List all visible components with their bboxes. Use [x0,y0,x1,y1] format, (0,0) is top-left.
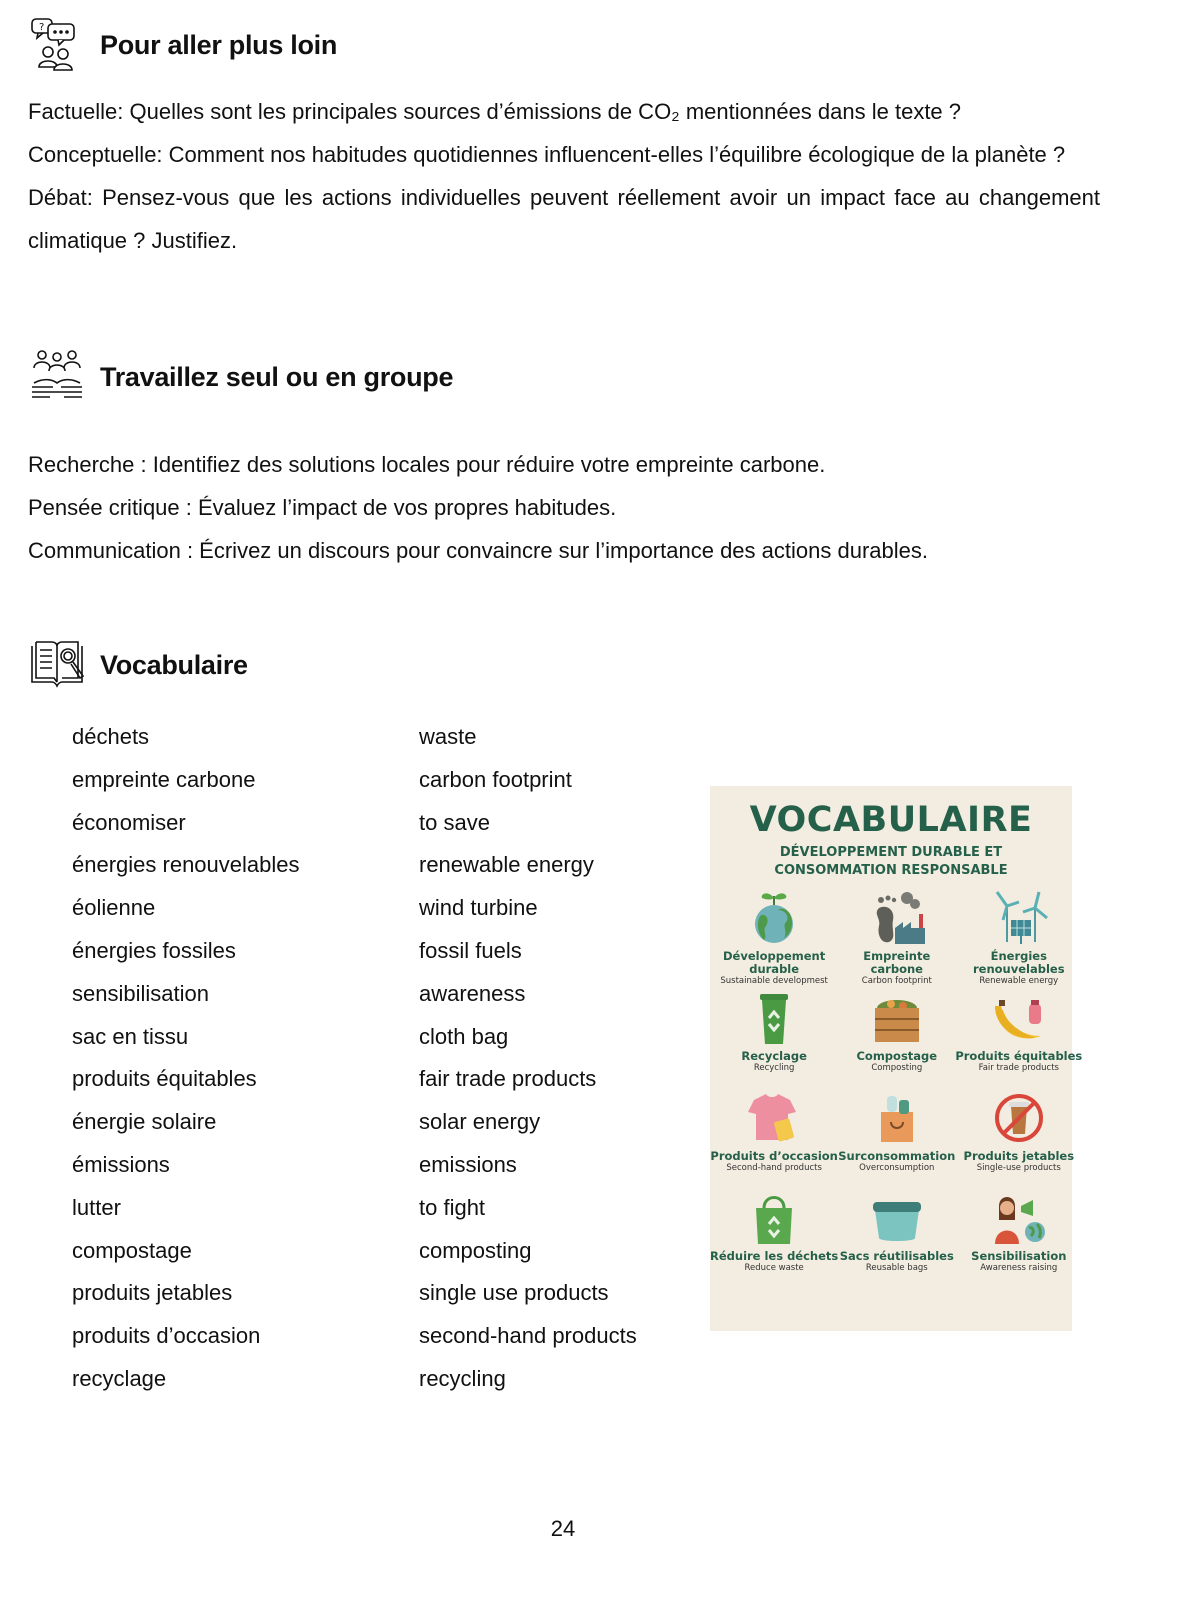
vocab-row [72,887,637,930]
shopping-bag-icon [863,1086,931,1150]
vocab-french: recyclage [72,1365,167,1391]
wind-turbine-solar-icon [985,886,1053,950]
poster-item-label-line2: durable [749,962,800,976]
poster-item-label: Énergies [990,949,1047,963]
poster-item [838,1186,955,1284]
vocab-english: awareness [419,980,526,1006]
vocab-french: déchets [72,724,150,749]
vocab-english: recycling [419,1365,506,1391]
poster-item-translation: Renewable energy [979,976,1059,986]
vocab-english: carbon footprint [419,766,572,792]
poster-item-translation: Awareness raising [980,1263,1058,1273]
vocab-english: emissions [419,1151,517,1177]
section-vocabulary-header [28,636,248,694]
vocab-french: produits équitables [72,1066,257,1092]
poster-item-translation: Sustainable developmest [720,976,828,986]
footprint-factory-icon [863,886,931,950]
section-further-title: Pour aller plus loin [100,29,338,60]
poster-item [710,886,838,984]
vocab-english: wind turbine [419,895,538,921]
vocab-english: fair trade products [419,1066,597,1092]
poster-item [710,986,838,1084]
vocabulary-poster [710,786,1083,1331]
further-questions [28,90,1100,262]
vocab-french: économiser [72,809,186,835]
poster-title: VOCABULAIRE [749,800,1033,840]
vocab-french: sac en tissu [72,1023,189,1049]
poster-item-label: Sacs réutilisables [839,1249,954,1263]
question-factual: Factuelle: Quelles sont les principales sources d’émissions de CO₂ mentionnées dans le texte ? [28,99,962,124]
poster-item-label: Recyclage [741,1049,807,1063]
vocab-french: énergies renouvelables [72,852,300,878]
poster-item-translation: Reduce waste [744,1263,804,1273]
poster-item-translation: Reusable bags [865,1263,928,1273]
vocab-english: fossil fuels [419,937,522,963]
vocab-row [72,1187,637,1230]
poster-item-label: Empreinte [863,949,931,963]
vocab-english: waste [419,724,477,749]
vocab-english: to fight [419,1194,486,1220]
vocab-row [72,1272,637,1315]
poster-item [838,886,955,984]
vocab-row [72,1144,637,1187]
page-number: 24 [550,1516,576,1541]
vocab-row [72,1358,637,1401]
poster-item-translation: Overconsumption [859,1163,935,1173]
poster-subtitle [710,844,1072,880]
vocab-row [72,716,637,759]
vocab-english: single use products [419,1280,609,1306]
poster-item [838,986,955,1084]
group-tasks [28,443,1100,572]
vocab-english: solar energy [419,1109,541,1135]
poster-grid [710,886,1083,1284]
compost-crate-icon [863,986,931,1050]
poster-item-label: Compostage [856,1049,938,1063]
vocab-french: lutter [72,1194,121,1220]
vocab-french: empreinte carbone [72,766,256,792]
vocab-french: émissions [72,1151,170,1177]
vocab-french: produits jetables [72,1280,233,1306]
vocab-english: second-hand products [419,1323,637,1349]
task-critical-thinking: Pensée critique : Évaluez l’impact de vos propres habitudes. [28,495,617,520]
section-vocabulary-title: Vocabulaire [100,649,248,680]
reusable-container-icon [863,1186,931,1250]
vocab-french: produits d’occasion [72,1323,261,1349]
vocabulary-list [72,716,637,1401]
poster-item [710,1186,838,1284]
vocab-row [72,1016,637,1059]
vocab-row [72,973,637,1016]
discussion-people-icon [28,16,86,74]
poster-item-translation: Recycling [753,1063,795,1073]
vocab-row [72,759,637,802]
vocab-row [72,1315,637,1358]
poster-item [955,1086,1082,1184]
poster-item-label: Réduire les déchets [710,1249,839,1263]
poster-item-translation: Carbon footprint [861,976,932,986]
poster-item-label: Produits d’occasion [710,1149,838,1163]
vocab-english: renewable energy [419,852,594,878]
poster-item [955,1186,1082,1284]
section-group-title: Travaillez seul ou en groupe [100,361,454,392]
vocab-french: compostage [72,1237,192,1263]
poster-item-translation: Single-use products [976,1163,1061,1173]
task-communication: Communication : Écrivez un discours pour convaincre sur l’importance des actions durables. [28,538,928,563]
vocab-english: composting [419,1237,532,1263]
poster-item-label: Développement [723,949,826,963]
recycling-bin-icon [740,986,808,1050]
vocab-french: énergies fossiles [72,937,236,963]
vocab-row [72,1101,637,1144]
poster-item-translation: Second-hand products [726,1163,822,1173]
poster-subtitle-line1: DÉVELOPPEMENT DURABLE ET [779,845,1003,860]
vocab-row [72,802,637,845]
earth-sprout-icon [740,886,808,950]
vocab-english: cloth bag [419,1023,509,1049]
poster-subtitle-line2: CONSOMMATION RESPONSABLE [774,863,1008,878]
poster-item-label: Produits équitables [955,1049,1083,1063]
poster-item-translation: Composting [871,1063,923,1073]
svg-text:?: ? [39,22,45,33]
vocab-row [72,844,637,887]
book-magnifier-icon [28,636,86,694]
recycle-bag-icon [740,1186,808,1250]
question-debate: Débat: Pensez-vous que les actions individuelles peuvent réellement avoir un impact face au changement climatique ? Justifiez. [28,185,1100,253]
megaphone-person-icon [985,1186,1053,1250]
vocab-row [72,1230,637,1273]
poster-item [955,986,1082,1084]
poster-item [838,1086,955,1184]
poster-item-label: Surconsommation [838,1149,956,1163]
tshirt-tag-icon [740,1086,808,1150]
vocab-english: to save [419,809,490,835]
vocab-french: éolienne [72,895,156,921]
vocab-row [72,930,637,973]
section-further-header [28,16,337,74]
section-group-header [28,348,453,406]
vocab-french: sensibilisation [72,980,209,1006]
poster-item-label: Produits jetables [963,1149,1075,1163]
poster-item-label-line2: carbone [870,962,923,976]
poster-item-translation: Fair trade products [978,1063,1059,1073]
poster-item [955,886,1082,984]
vocab-row [72,1058,637,1101]
group-reading-icon [28,348,86,406]
task-research: Recherche : Identifiez des solutions locales pour réduire votre empreinte carbone. [28,452,826,477]
no-disposable-cup-icon [985,1086,1053,1150]
poster-item-label: Sensibilisation [971,1249,1067,1263]
poster-item-label-line2: renouvelables [973,962,1065,976]
poster-item [710,1086,838,1184]
bananas-icon [985,986,1053,1050]
vocab-french: énergie solaire [72,1109,217,1135]
question-conceptual: Conceptuelle: Comment nos habitudes quotidiennes influencent-elles l’équilibre écologique de la planète ? [28,142,1066,167]
